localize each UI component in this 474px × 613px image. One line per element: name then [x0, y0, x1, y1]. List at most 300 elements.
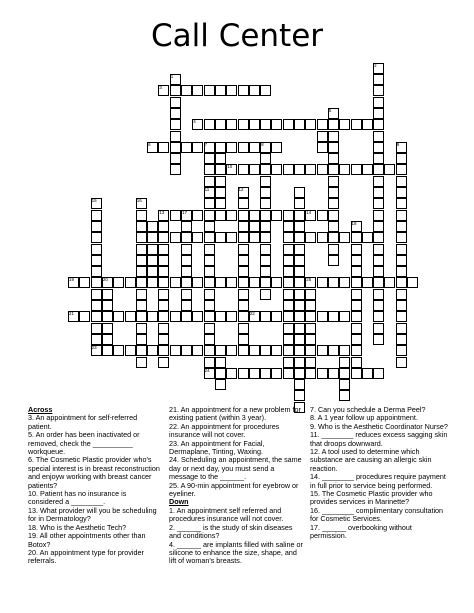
grid-cell[interactable] [204, 266, 215, 277]
grid-cell[interactable] [215, 210, 226, 221]
grid-cell[interactable] [158, 221, 169, 232]
grid-cell[interactable] [396, 187, 407, 198]
grid-cell[interactable] [283, 244, 294, 255]
grid-cell[interactable] [249, 368, 260, 379]
grid-cell[interactable] [328, 164, 339, 175]
grid-cell[interactable] [238, 345, 249, 356]
grid-cell[interactable] [305, 232, 316, 243]
grid-cell[interactable] [249, 210, 260, 221]
grid-cell[interactable] [238, 164, 249, 175]
grid-cell[interactable] [294, 232, 305, 243]
grid-cell[interactable] [283, 289, 294, 300]
grid-cell[interactable] [170, 108, 181, 119]
grid-cell[interactable] [204, 300, 215, 311]
grid-cell[interactable] [238, 85, 249, 96]
grid-cell[interactable] [204, 357, 215, 368]
grid-cell[interactable] [283, 221, 294, 232]
grid-cell[interactable] [158, 255, 169, 266]
grid-cell[interactable] [158, 277, 169, 288]
grid-cell[interactable] [125, 311, 136, 322]
grid-cell[interactable] [158, 244, 169, 255]
grid-cell[interactable] [91, 232, 102, 243]
grid-cell[interactable] [249, 85, 260, 96]
grid-cell[interactable] [91, 334, 102, 345]
grid-cell[interactable] [339, 311, 350, 322]
grid-cell[interactable] [91, 300, 102, 311]
grid-cell[interactable] [328, 131, 339, 142]
grid-cell[interactable] [226, 142, 237, 153]
grid-cell[interactable] [204, 277, 215, 288]
grid-cell[interactable] [136, 244, 147, 255]
grid-cell[interactable] [192, 85, 203, 96]
grid-cell[interactable] [238, 289, 249, 300]
grid-cell[interactable] [305, 323, 316, 334]
grid-cell[interactable] [260, 311, 271, 322]
grid-cell[interactable] [271, 277, 282, 288]
grid-cell[interactable] [305, 164, 316, 175]
grid-cell[interactable] [294, 357, 305, 368]
grid-cell[interactable] [283, 334, 294, 345]
grid-cell[interactable] [283, 357, 294, 368]
grid-cell[interactable] [351, 232, 362, 243]
grid-cell[interactable] [351, 357, 362, 368]
grid-cell[interactable] [204, 198, 215, 209]
grid-cell[interactable] [158, 323, 169, 334]
grid-cell[interactable] [226, 311, 237, 322]
grid-cell[interactable] [396, 266, 407, 277]
grid-cell[interactable] [305, 289, 316, 300]
grid-cell[interactable] [373, 74, 384, 85]
grid-cell[interactable] [260, 198, 271, 209]
grid-cell[interactable] [271, 119, 282, 130]
grid-cell[interactable] [384, 277, 395, 288]
grid-cell[interactable] [373, 85, 384, 96]
grid-cell[interactable] [238, 210, 249, 221]
grid-cell[interactable] [192, 277, 203, 288]
grid-cell[interactable] [396, 277, 407, 288]
grid-cell[interactable] [396, 323, 407, 334]
grid-cell[interactable] [158, 289, 169, 300]
grid-cell[interactable] [260, 345, 271, 356]
grid-cell[interactable] [396, 198, 407, 209]
grid-cell[interactable] [373, 277, 384, 288]
grid-cell[interactable] [351, 368, 362, 379]
grid-cell[interactable] [204, 345, 215, 356]
grid-cell[interactable] [136, 266, 147, 277]
grid-cell[interactable] [170, 210, 181, 221]
grid-cell[interactable] [339, 164, 350, 175]
grid-cell[interactable] [215, 277, 226, 288]
grid-cell[interactable] [91, 210, 102, 221]
grid-cell[interactable] [328, 345, 339, 356]
grid-cell[interactable] [283, 277, 294, 288]
grid-cell[interactable] [215, 198, 226, 209]
grid-cell[interactable] [204, 232, 215, 243]
grid-cell[interactable] [294, 164, 305, 175]
grid-cell[interactable] [181, 244, 192, 255]
grid-cell[interactable] [238, 119, 249, 130]
grid-cell[interactable] [294, 244, 305, 255]
grid-cell[interactable] [215, 311, 226, 322]
grid-cell[interactable] [407, 277, 418, 288]
grid-cell[interactable] [294, 379, 305, 390]
grid-cell[interactable] [351, 244, 362, 255]
grid-cell[interactable] [136, 210, 147, 221]
grid-cell[interactable] [215, 357, 226, 368]
grid-cell[interactable] [283, 164, 294, 175]
grid-cell[interactable] [328, 142, 339, 153]
grid-cell[interactable] [102, 334, 113, 345]
grid-cell[interactable] [283, 368, 294, 379]
grid-cell[interactable] [215, 345, 226, 356]
grid-cell[interactable] [136, 289, 147, 300]
grid-cell[interactable] [351, 289, 362, 300]
grid-cell[interactable] [294, 119, 305, 130]
grid-cell[interactable] [226, 368, 237, 379]
grid-cell[interactable] [125, 277, 136, 288]
grid-cell[interactable] [373, 119, 384, 130]
grid-cell[interactable] [373, 97, 384, 108]
grid-cell[interactable] [305, 119, 316, 130]
grid-cell[interactable] [147, 277, 158, 288]
grid-cell[interactable] [158, 232, 169, 243]
grid-cell[interactable] [91, 266, 102, 277]
grid-cell[interactable] [238, 311, 249, 322]
grid-cell[interactable] [328, 255, 339, 266]
grid-cell[interactable] [384, 164, 395, 175]
grid-cell[interactable] [305, 311, 316, 322]
grid-cell[interactable] [396, 164, 407, 175]
grid-cell[interactable] [373, 187, 384, 198]
grid-cell[interactable] [351, 266, 362, 277]
grid-cell[interactable] [113, 311, 124, 322]
grid-cell[interactable] [396, 255, 407, 266]
grid-cell[interactable] [147, 221, 158, 232]
grid-cell[interactable] [181, 142, 192, 153]
grid-cell[interactable] [339, 368, 350, 379]
grid-cell[interactable] [192, 232, 203, 243]
grid-cell[interactable] [215, 119, 226, 130]
grid-cell[interactable] [91, 323, 102, 334]
grid-cell[interactable] [102, 300, 113, 311]
grid-cell[interactable] [170, 277, 181, 288]
grid-cell[interactable] [373, 289, 384, 300]
grid-cell[interactable] [260, 277, 271, 288]
grid-cell[interactable] [351, 255, 362, 266]
grid-cell[interactable] [158, 300, 169, 311]
grid-cell[interactable] [373, 131, 384, 142]
grid-cell[interactable] [226, 232, 237, 243]
grid-cell[interactable] [113, 345, 124, 356]
grid-cell[interactable] [158, 142, 169, 153]
grid-cell[interactable] [396, 289, 407, 300]
grid-cell[interactable] [260, 210, 271, 221]
grid-cell[interactable] [170, 131, 181, 142]
grid-cell[interactable] [339, 119, 350, 130]
grid-cell[interactable] [339, 277, 350, 288]
grid-cell[interactable] [260, 164, 271, 175]
grid-cell[interactable] [158, 345, 169, 356]
grid-cell[interactable] [328, 119, 339, 130]
grid-cell[interactable] [260, 187, 271, 198]
grid-cell[interactable] [147, 345, 158, 356]
grid-cell[interactable] [238, 198, 249, 209]
grid-cell[interactable] [362, 232, 373, 243]
grid-cell[interactable] [339, 232, 350, 243]
grid-cell[interactable] [215, 153, 226, 164]
grid-cell[interactable] [305, 345, 316, 356]
grid-cell[interactable] [373, 311, 384, 322]
grid-cell[interactable] [294, 210, 305, 221]
grid-cell[interactable] [351, 311, 362, 322]
grid-cell[interactable] [181, 266, 192, 277]
grid-cell[interactable] [260, 289, 271, 300]
grid-cell[interactable] [215, 164, 226, 175]
grid-cell[interactable] [317, 232, 328, 243]
grid-cell[interactable] [362, 119, 373, 130]
grid-cell[interactable] [328, 187, 339, 198]
grid-cell[interactable] [294, 323, 305, 334]
grid-cell[interactable] [204, 119, 215, 130]
grid-cell[interactable] [204, 164, 215, 175]
grid-cell[interactable] [158, 357, 169, 368]
grid-cell[interactable] [136, 334, 147, 345]
grid-cell[interactable] [181, 277, 192, 288]
grid-cell[interactable] [305, 334, 316, 345]
grid-cell[interactable] [238, 266, 249, 277]
grid-cell[interactable] [215, 187, 226, 198]
grid-cell[interactable] [79, 311, 90, 322]
grid-cell[interactable] [204, 311, 215, 322]
grid-cell[interactable] [373, 176, 384, 187]
grid-cell[interactable] [215, 368, 226, 379]
grid-cell[interactable] [238, 323, 249, 334]
grid-cell[interactable] [271, 368, 282, 379]
grid-cell[interactable] [305, 357, 316, 368]
grid-cell[interactable] [283, 300, 294, 311]
grid-cell[interactable] [170, 164, 181, 175]
grid-cell[interactable] [238, 277, 249, 288]
grid-cell[interactable] [79, 277, 90, 288]
grid-cell[interactable] [283, 266, 294, 277]
grid-cell[interactable] [238, 244, 249, 255]
grid-cell[interactable] [226, 277, 237, 288]
grid-cell[interactable] [102, 289, 113, 300]
grid-cell[interactable] [328, 176, 339, 187]
grid-cell[interactable] [249, 221, 260, 232]
grid-cell[interactable] [226, 210, 237, 221]
grid-cell[interactable] [351, 323, 362, 334]
grid-cell[interactable] [373, 198, 384, 209]
grid-cell[interactable] [170, 119, 181, 130]
grid-cell[interactable] [283, 119, 294, 130]
grid-cell[interactable] [373, 323, 384, 334]
grid-cell[interactable] [396, 357, 407, 368]
grid-cell[interactable] [294, 266, 305, 277]
grid-cell[interactable] [283, 323, 294, 334]
grid-cell[interactable] [339, 379, 350, 390]
grid-cell[interactable] [249, 277, 260, 288]
grid-cell[interactable] [181, 232, 192, 243]
grid-cell[interactable] [351, 334, 362, 345]
grid-cell[interactable] [249, 119, 260, 130]
grid-cell[interactable] [226, 85, 237, 96]
grid-cell[interactable] [91, 221, 102, 232]
grid-cell[interactable] [317, 368, 328, 379]
grid-cell[interactable] [317, 142, 328, 153]
grid-cell[interactable] [249, 164, 260, 175]
grid-cell[interactable] [328, 277, 339, 288]
grid-cell[interactable] [271, 142, 282, 153]
grid-cell[interactable] [170, 153, 181, 164]
grid-cell[interactable] [170, 345, 181, 356]
grid-cell[interactable] [294, 255, 305, 266]
grid-cell[interactable] [396, 244, 407, 255]
grid-cell[interactable] [396, 311, 407, 322]
grid-cell[interactable] [204, 323, 215, 334]
grid-cell[interactable] [181, 85, 192, 96]
grid-cell[interactable] [373, 210, 384, 221]
grid-cell[interactable] [204, 221, 215, 232]
grid-cell[interactable] [339, 357, 350, 368]
grid-cell[interactable] [249, 142, 260, 153]
grid-cell[interactable] [215, 232, 226, 243]
grid-cell[interactable] [328, 311, 339, 322]
grid-cell[interactable] [215, 85, 226, 96]
grid-cell[interactable] [170, 311, 181, 322]
grid-cell[interactable] [305, 368, 316, 379]
grid-cell[interactable] [147, 244, 158, 255]
grid-cell[interactable] [181, 345, 192, 356]
grid-cell[interactable] [215, 379, 226, 390]
grid-cell[interactable] [238, 300, 249, 311]
grid-cell[interactable] [238, 142, 249, 153]
grid-cell[interactable] [271, 210, 282, 221]
grid-cell[interactable] [373, 108, 384, 119]
grid-cell[interactable] [204, 210, 215, 221]
grid-cell[interactable] [396, 232, 407, 243]
grid-cell[interactable] [283, 311, 294, 322]
grid-cell[interactable] [147, 311, 158, 322]
grid-cell[interactable] [283, 232, 294, 243]
grid-cell[interactable] [181, 300, 192, 311]
grid-cell[interactable] [136, 232, 147, 243]
grid-cell[interactable] [294, 300, 305, 311]
grid-cell[interactable] [170, 97, 181, 108]
grid-cell[interactable] [204, 289, 215, 300]
grid-cell[interactable] [136, 255, 147, 266]
grid-cell[interactable] [238, 232, 249, 243]
grid-cell[interactable] [91, 255, 102, 266]
grid-cell[interactable] [328, 368, 339, 379]
grid-cell[interactable] [305, 300, 316, 311]
grid-cell[interactable] [226, 345, 237, 356]
grid-cell[interactable] [113, 277, 124, 288]
grid-cell[interactable] [317, 311, 328, 322]
grid-cell[interactable] [373, 164, 384, 175]
grid-cell[interactable] [339, 390, 350, 401]
grid-cell[interactable] [373, 142, 384, 153]
grid-cell[interactable] [373, 244, 384, 255]
grid-cell[interactable] [294, 289, 305, 300]
grid-cell[interactable] [271, 345, 282, 356]
grid-cell[interactable] [215, 176, 226, 187]
grid-cell[interactable] [136, 357, 147, 368]
grid-cell[interactable] [351, 300, 362, 311]
grid-cell[interactable] [317, 210, 328, 221]
grid-cell[interactable] [181, 289, 192, 300]
grid-cell[interactable] [158, 334, 169, 345]
grid-cell[interactable] [102, 311, 113, 322]
grid-cell[interactable] [192, 311, 203, 322]
grid-cell[interactable] [260, 244, 271, 255]
grid-cell[interactable] [317, 345, 328, 356]
grid-cell[interactable] [396, 210, 407, 221]
grid-cell[interactable] [260, 119, 271, 130]
grid-cell[interactable] [294, 198, 305, 209]
grid-cell[interactable] [396, 153, 407, 164]
grid-cell[interactable] [170, 85, 181, 96]
grid-cell[interactable] [283, 210, 294, 221]
grid-cell[interactable] [294, 390, 305, 401]
grid-cell[interactable] [136, 345, 147, 356]
grid-cell[interactable] [136, 311, 147, 322]
grid-cell[interactable] [260, 153, 271, 164]
grid-cell[interactable] [260, 232, 271, 243]
grid-cell[interactable] [328, 210, 339, 221]
grid-cell[interactable] [396, 300, 407, 311]
grid-cell[interactable] [317, 277, 328, 288]
grid-cell[interactable] [362, 164, 373, 175]
grid-cell[interactable] [373, 368, 384, 379]
grid-cell[interactable] [125, 345, 136, 356]
grid-cell[interactable] [396, 345, 407, 356]
grid-cell[interactable] [215, 142, 226, 153]
grid-cell[interactable] [294, 368, 305, 379]
grid-cell[interactable] [260, 368, 271, 379]
grid-cell[interactable] [204, 255, 215, 266]
grid-cell[interactable] [271, 311, 282, 322]
grid-cell[interactable] [373, 255, 384, 266]
grid-cell[interactable] [317, 119, 328, 130]
grid-cell[interactable] [136, 323, 147, 334]
grid-cell[interactable] [260, 221, 271, 232]
grid-cell[interactable] [351, 277, 362, 288]
grid-cell[interactable] [294, 221, 305, 232]
grid-cell[interactable] [181, 221, 192, 232]
grid-cell[interactable] [339, 345, 350, 356]
grid-cell[interactable] [147, 266, 158, 277]
grid-cell[interactable] [192, 210, 203, 221]
grid-cell[interactable] [147, 232, 158, 243]
grid-cell[interactable] [396, 221, 407, 232]
grid-cell[interactable] [170, 142, 181, 153]
grid-cell[interactable] [158, 266, 169, 277]
grid-cell[interactable] [283, 255, 294, 266]
grid-cell[interactable] [351, 345, 362, 356]
grid-cell[interactable] [373, 300, 384, 311]
grid-cell[interactable] [136, 221, 147, 232]
grid-cell[interactable] [294, 334, 305, 345]
grid-cell[interactable] [373, 266, 384, 277]
grid-cell[interactable] [351, 164, 362, 175]
grid-cell[interactable] [158, 311, 169, 322]
grid-cell[interactable] [192, 142, 203, 153]
grid-cell[interactable] [192, 345, 203, 356]
grid-cell[interactable] [328, 153, 339, 164]
grid-cell[interactable] [328, 232, 339, 243]
grid-cell[interactable] [136, 277, 147, 288]
